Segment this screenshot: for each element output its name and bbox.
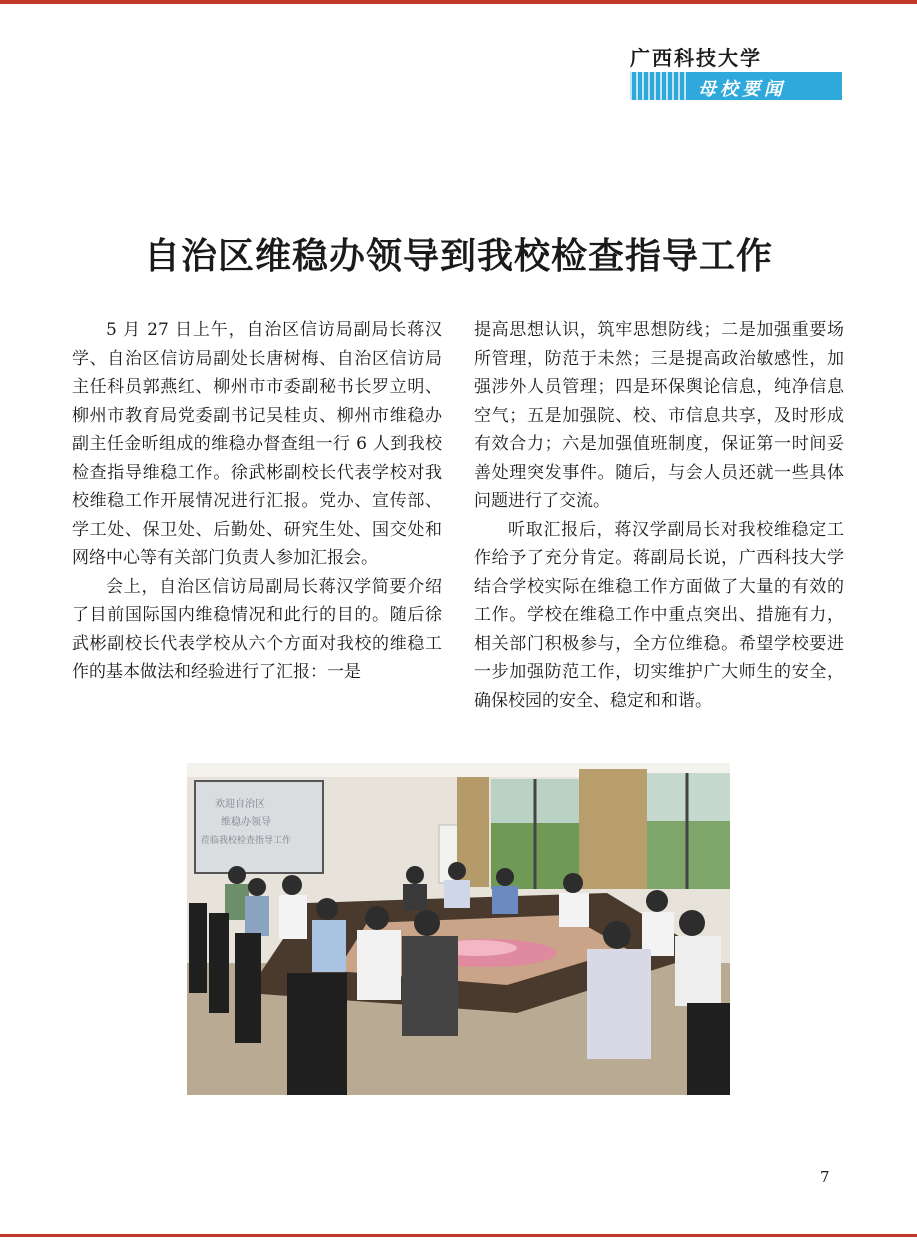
article-title: 自治区维稳办领导到我校检查指导工作 <box>143 236 773 277</box>
section-tag <box>630 72 842 100</box>
paragraph: 会上，自治区信访局副局长蒋汉学简要介绍了目前国际国内维稳情况和此行的目的。随后徐武彬副校长代表学校从六个方面对我校的维稳工作的基本做法和经验进行了汇报：一是 <box>72 576 442 682</box>
tag-stripes <box>630 72 690 100</box>
meeting-photo <box>187 763 730 1095</box>
page-number: 7 <box>820 1168 830 1186</box>
section-tag-label: 母校要闻 <box>698 79 786 100</box>
paragraph: 提高思想认识，筑牢思想防线；二是加强重要场所管理，防范于未然；三是提高政治敏感性，加强涉外人员管理；四是环保舆论信息，纯净信息空气；五是加强院、校、市信息共享，及时形成有效合力；六是加强值班制度，保证第一时间妥善处理突发事件。随后，与会人员还就一些具体问题进行了交流。 <box>474 320 844 511</box>
screen-text-line: 欢迎自治区 <box>215 799 265 810</box>
top-rule <box>0 0 917 4</box>
screen-text-line: 维稳办领导 <box>221 817 271 828</box>
paragraph: 听取汇报后，蒋汉学副局长对我校维稳定工作给予了充分肯定。蒋副局长说，广西科技大学结合学校实际在维稳工作方面做了大量的有效的工作。学校在维稳工作中重点突出、措施有力，相关部门积极参与，全方位维稳。希望学校要进一步加强防范工作，切实维护广大师生的安全，确保校园的安全、稳定和和谐。 <box>474 519 844 711</box>
article-right-column <box>474 316 844 715</box>
meeting-photo-illustration <box>187 763 730 1095</box>
article-left-column <box>72 316 442 687</box>
university-name: 广西科技大学 <box>630 46 762 70</box>
bottom-rule <box>0 1234 917 1237</box>
screen-text-line: 莅临我校检查指导工作 <box>201 836 292 846</box>
paragraph: 5 月 27 日上午，自治区信访局副局长蒋汉学、自治区信访局副处长唐树梅、自治区信访局主任科员郭燕红、柳州市市委副秘书长罗立明、柳州市教育局党委副书记吴桂贞、柳州市维稳办副主任金昕组成的维稳办督查组一行 6 人到我校检查指导维稳工作。徐武彬副校长代表学校对我校维稳工作开展情况进行汇报。党办、宣传部、学工处、保卫处、后勤处、研究生处、国交处和网络中心等有关部门负责人参加汇报会。 <box>72 320 442 568</box>
